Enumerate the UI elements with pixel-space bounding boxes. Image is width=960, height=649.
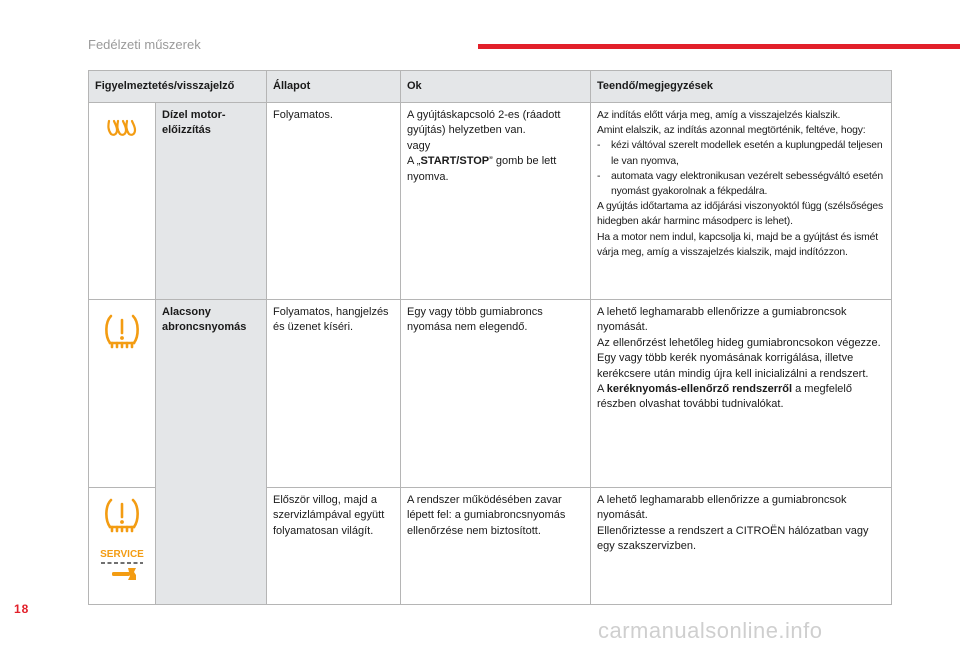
start-stop-text: START/STOP bbox=[420, 155, 490, 168]
state-cell: Először villog, majd a szervizlámpával együtt folyamatosan világít. bbox=[267, 488, 401, 605]
notes-paragraph: Ellenőriztesse a rendszert a CITROËN hálózatban vagy egy szakszervizben. bbox=[597, 524, 869, 553]
notes-paragraph: Az indítás előtt várja meg, amíg a visszajelzés kialszik. bbox=[597, 110, 841, 121]
header-accent-bar bbox=[478, 44, 960, 49]
cause-line: vagy bbox=[407, 139, 431, 152]
tire-pressure-icon bbox=[102, 496, 142, 534]
cause-cell: A rendszer működésében zavar lépett fel: a gumiabroncsnyomás ellenőrzése nem biztosított. bbox=[401, 488, 591, 605]
notes-paragraph: A gyújtás időtartama az időjárási viszonyoktól függ (szélsőséges hidegben akár harminc másodperc is lehet). bbox=[597, 201, 884, 228]
notes-paragraph: A keréknyomás-ellenőrző rendszerről a megfelelő részben olvashat további tudnivalókat. bbox=[597, 383, 852, 411]
list-item: - kézi váltóval szerelt modellek esetén a kuplungpedál teljesen le van nyomva, bbox=[597, 140, 883, 167]
warning-lights-table bbox=[88, 70, 892, 605]
state-cell: Folyamatos, hangjelzés és üzenet kíséri. bbox=[267, 300, 401, 488]
header-warning-light: Figyelmeztetés/visszajelző bbox=[89, 71, 267, 103]
notes-paragraph: Ha a motor nem indul, kapcsolja ki, majd be a gyújtást és ismét várja meg, amíg a visszajelzés kialszik, majd indítózzon. bbox=[597, 231, 879, 258]
cause-line: A gyújtáskapcsoló 2-es (ráadott gyújtás) helyzetben van. bbox=[407, 109, 561, 137]
notes-cell bbox=[591, 488, 892, 605]
cause-cell: Egy vagy több gumiabroncs nyomása nem elegendő. bbox=[401, 300, 591, 488]
table-header-row bbox=[89, 71, 892, 103]
notes-paragraph: Amint elalszik, az indítás azonnal megtörténik, feltéve, hogy: bbox=[597, 125, 866, 137]
glow-plug-icon bbox=[105, 117, 139, 139]
header-state: Állapot bbox=[267, 71, 401, 103]
notes-cell bbox=[591, 103, 892, 300]
cause-cell bbox=[401, 103, 591, 300]
tire-pressure-icon bbox=[102, 312, 142, 350]
service-wrench-icon bbox=[98, 548, 146, 584]
warning-label: Dízel motor-előizzítás bbox=[156, 103, 267, 300]
icon-cell bbox=[89, 300, 156, 488]
tpms-link-text: keréknyomás-ellenőrző rendszerről bbox=[606, 383, 793, 396]
warning-label: Alacsony abroncsnyomás bbox=[156, 300, 267, 605]
notes-paragraph: Az ellenőrzést lehetőleg hideg gumiabroncsokon végezze. bbox=[597, 336, 881, 349]
header-cause: Ok bbox=[401, 71, 591, 103]
watermark: carmanualsonline.info bbox=[598, 618, 823, 643]
cause-line: A „START/STOP” gomb be lett nyomva. bbox=[407, 155, 557, 183]
header-notes: Teendő/megjegyzések bbox=[591, 71, 892, 103]
notes-paragraph: A lehető leghamarabb ellenőrizze a gumiabroncsok nyomását. bbox=[597, 306, 847, 334]
table-row bbox=[89, 103, 892, 300]
icon-cell bbox=[89, 103, 156, 300]
service-text: SERVICE bbox=[100, 549, 144, 560]
icon-cell bbox=[89, 488, 156, 605]
notes-cell bbox=[591, 300, 892, 488]
section-title: Fedélzeti műszerek bbox=[88, 37, 201, 52]
table-row bbox=[89, 300, 892, 488]
list-item: - automata vagy elektronikusan vezérelt sebességváltó esetén nyomást gyakorolnak a fékpedálra. bbox=[597, 170, 884, 198]
notes-paragraph: A lehető leghamarabb ellenőrizze a gumiabroncsok nyomását. bbox=[597, 494, 847, 522]
page-number: 18 bbox=[14, 602, 30, 616]
state-cell: Folyamatos. bbox=[267, 103, 401, 300]
notes-paragraph: Egy vagy több kerék nyomásának korrigálása, illetve kerékcsere után mindig újra kell inicializálni a rendszert. bbox=[597, 352, 869, 380]
